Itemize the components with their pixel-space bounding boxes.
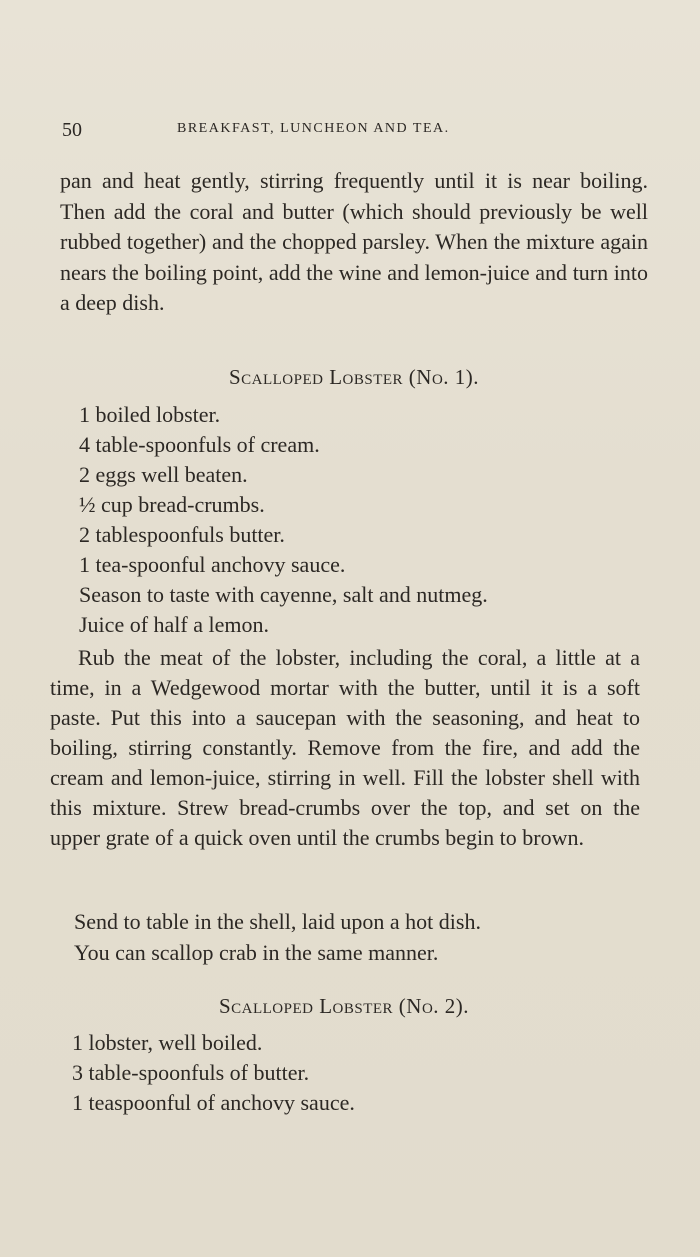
method-paragraph: Rub the meat of the lobster, including the coral, a little at a time, in a Wedgewood mortar with the butter, until it is a soft paste. Put this into a saucepan with the seasoning, and heat to boiling, stirring constantly. Remove from the fire, and add the cream and lemon-juice, stirring in well. Fill the lobster shell with this mixture. Strew bread-crumbs over the top, and set on the upper grate of a quick oven until the crumbs begin to brown. xyxy=(50,645,640,850)
ingredient-list-2 xyxy=(72,1028,632,1118)
ingredient-item: 3 table-spoonfuls of butter. xyxy=(72,1060,310,1085)
ingredient-item: 1 lobster, well boiled. xyxy=(72,1030,263,1055)
ingredient-item: Season to taste with cayenne, salt and nutmeg. xyxy=(79,582,488,607)
ingredient-item: 2 tablespoonfuls butter. xyxy=(79,522,285,547)
ingredient-item: 1 teaspoonful of anchovy sauce. xyxy=(72,1090,355,1115)
intro-paragraph: pan and heat gently, stirring frequently until it is near boiling. Then add the coral and butter (which should previously be well rubbed together) and the chopped parsley. When the mixture again nears the boiling point, add the wine and lemon-juice and turn into a deep dish. xyxy=(60,168,648,315)
recipe-title-scalloped-lobster-1: Scalloped Lobster (No. 1). xyxy=(228,365,480,389)
ingredient-item: 1 boiled lobster. xyxy=(79,402,221,427)
ingredient-list-1 xyxy=(79,400,639,640)
ingredient-item: 4 table-spoonfuls of cream. xyxy=(79,432,320,457)
running-head: BREAKFAST, LUNCHEON AND TEA. xyxy=(177,121,450,136)
crab-note: You can scallop crab in the same manner. xyxy=(74,940,439,965)
ingredient-item: ½ cup bread-crumbs. xyxy=(79,492,265,517)
ingredient-item: Juice of half a lemon. xyxy=(79,612,269,637)
recipe-title-scalloped-lobster-2: Scalloped Lobster (No. 2). xyxy=(218,994,470,1018)
serving-note: Send to table in the shell, laid upon a hot dish. xyxy=(74,909,481,934)
ingredient-item: 2 eggs well beaten. xyxy=(79,462,248,487)
page-header xyxy=(62,119,542,147)
ingredient-item: 1 tea-spoonful anchovy sauce. xyxy=(79,552,346,577)
page-number: 50 xyxy=(62,119,82,141)
